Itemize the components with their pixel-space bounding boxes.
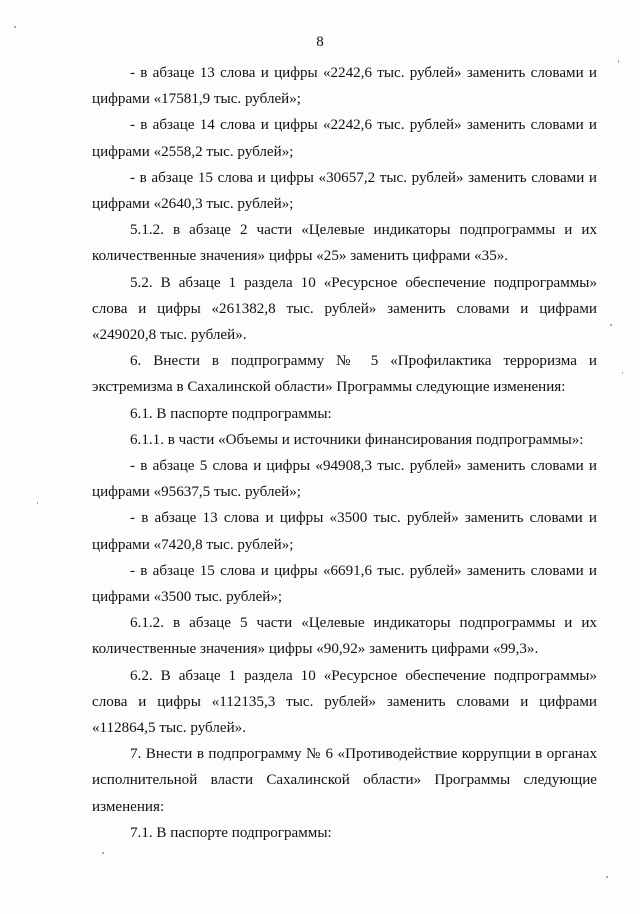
scan-speck — [37, 502, 38, 504]
paragraph-15: 7.1. В паспорте подпрограммы: — [130, 824, 332, 841]
scan-speck — [14, 26, 16, 28]
scan-speck — [622, 372, 623, 374]
scan-speck — [102, 852, 104, 854]
paragraph-12: 6.1.2. в абзаце 5 части «Целевые индикаторы подпрограммы и их количественные значения» цифры «90,92» заменить цифрами «99,3». — [92, 615, 597, 658]
paragraph-3: - в абзаце 15 слова и цифры «30657,2 тыс. рублей» заменить словами и цифрами «2640,3 тыс. рублей»; — [92, 169, 597, 213]
page-number: 8 — [316, 34, 324, 50]
scan-speck — [606, 876, 608, 878]
paragraph-6: 6. Внести в подпрограмму № 5 «Профилактика терроризма и экстремизма в Сахалинской области» Программы следующие изменения: — [92, 353, 597, 396]
paragraph-1: - в абзаце 13 слова и цифры «2242,6 тыс. рублей» заменить словами и цифрами «17581,9 тыс. рублей»; — [92, 65, 597, 108]
paragraph-13: 6.2. В абзаце 1 раздела 10 «Ресурсное обеспечение подпрограммы» слова и цифры «112135,3 тыс. рублей» заменить словами и цифрами «112864,5 тыс. рублей». — [92, 667, 597, 737]
paragraph-2: - в абзаце 14 слова и цифры «2242,6 тыс. рублей» заменить словами и цифрами «2558,2 тыс. рублей»; — [92, 117, 597, 160]
paragraph-8: 6.1.1. в части «Объемы и источники финансирования подпрограммы»: — [130, 431, 584, 448]
paragraph-5: 5.2. В абзаце 1 раздела 10 «Ресурсное обеспечение подпрограммы» слова и цифры «261382,8 тыс. рублей» заменить словами и цифрами «249020,8 тыс. рублей». — [92, 274, 597, 344]
paragraph-10: - в абзаце 13 слова и цифры «3500 тыс. рублей» заменить словами и цифрами «7420,8 тыс. рублей»; — [92, 510, 597, 553]
scan-speck — [618, 60, 619, 63]
paragraph-9: - в абзаце 5 слова и цифры «94908,3 тыс. рублей» заменить словами и цифрами «95637,5 тыс. рублей»; — [92, 458, 597, 501]
paragraph-11: - в абзаце 15 слова и цифры «6691,6 тыс. рублей» заменить словами и цифрами «3500 тыс. рублей»; — [92, 562, 597, 606]
paragraph-14: 7. Внести в подпрограмму № 6 «Противодействие коррупции в органах исполнительной власти Сахалинской области» Программы следующие изменения: — [92, 746, 597, 815]
scan-speck — [610, 324, 612, 326]
paragraph-4: 5.1.2. в абзаце 2 части «Целевые индикаторы подпрограммы и их количественные значения» цифры «25» заменить цифрами «35». — [92, 222, 597, 265]
paragraph-7: 6.1. В паспорте подпрограммы: — [130, 405, 332, 422]
document-body — [92, 60, 597, 846]
